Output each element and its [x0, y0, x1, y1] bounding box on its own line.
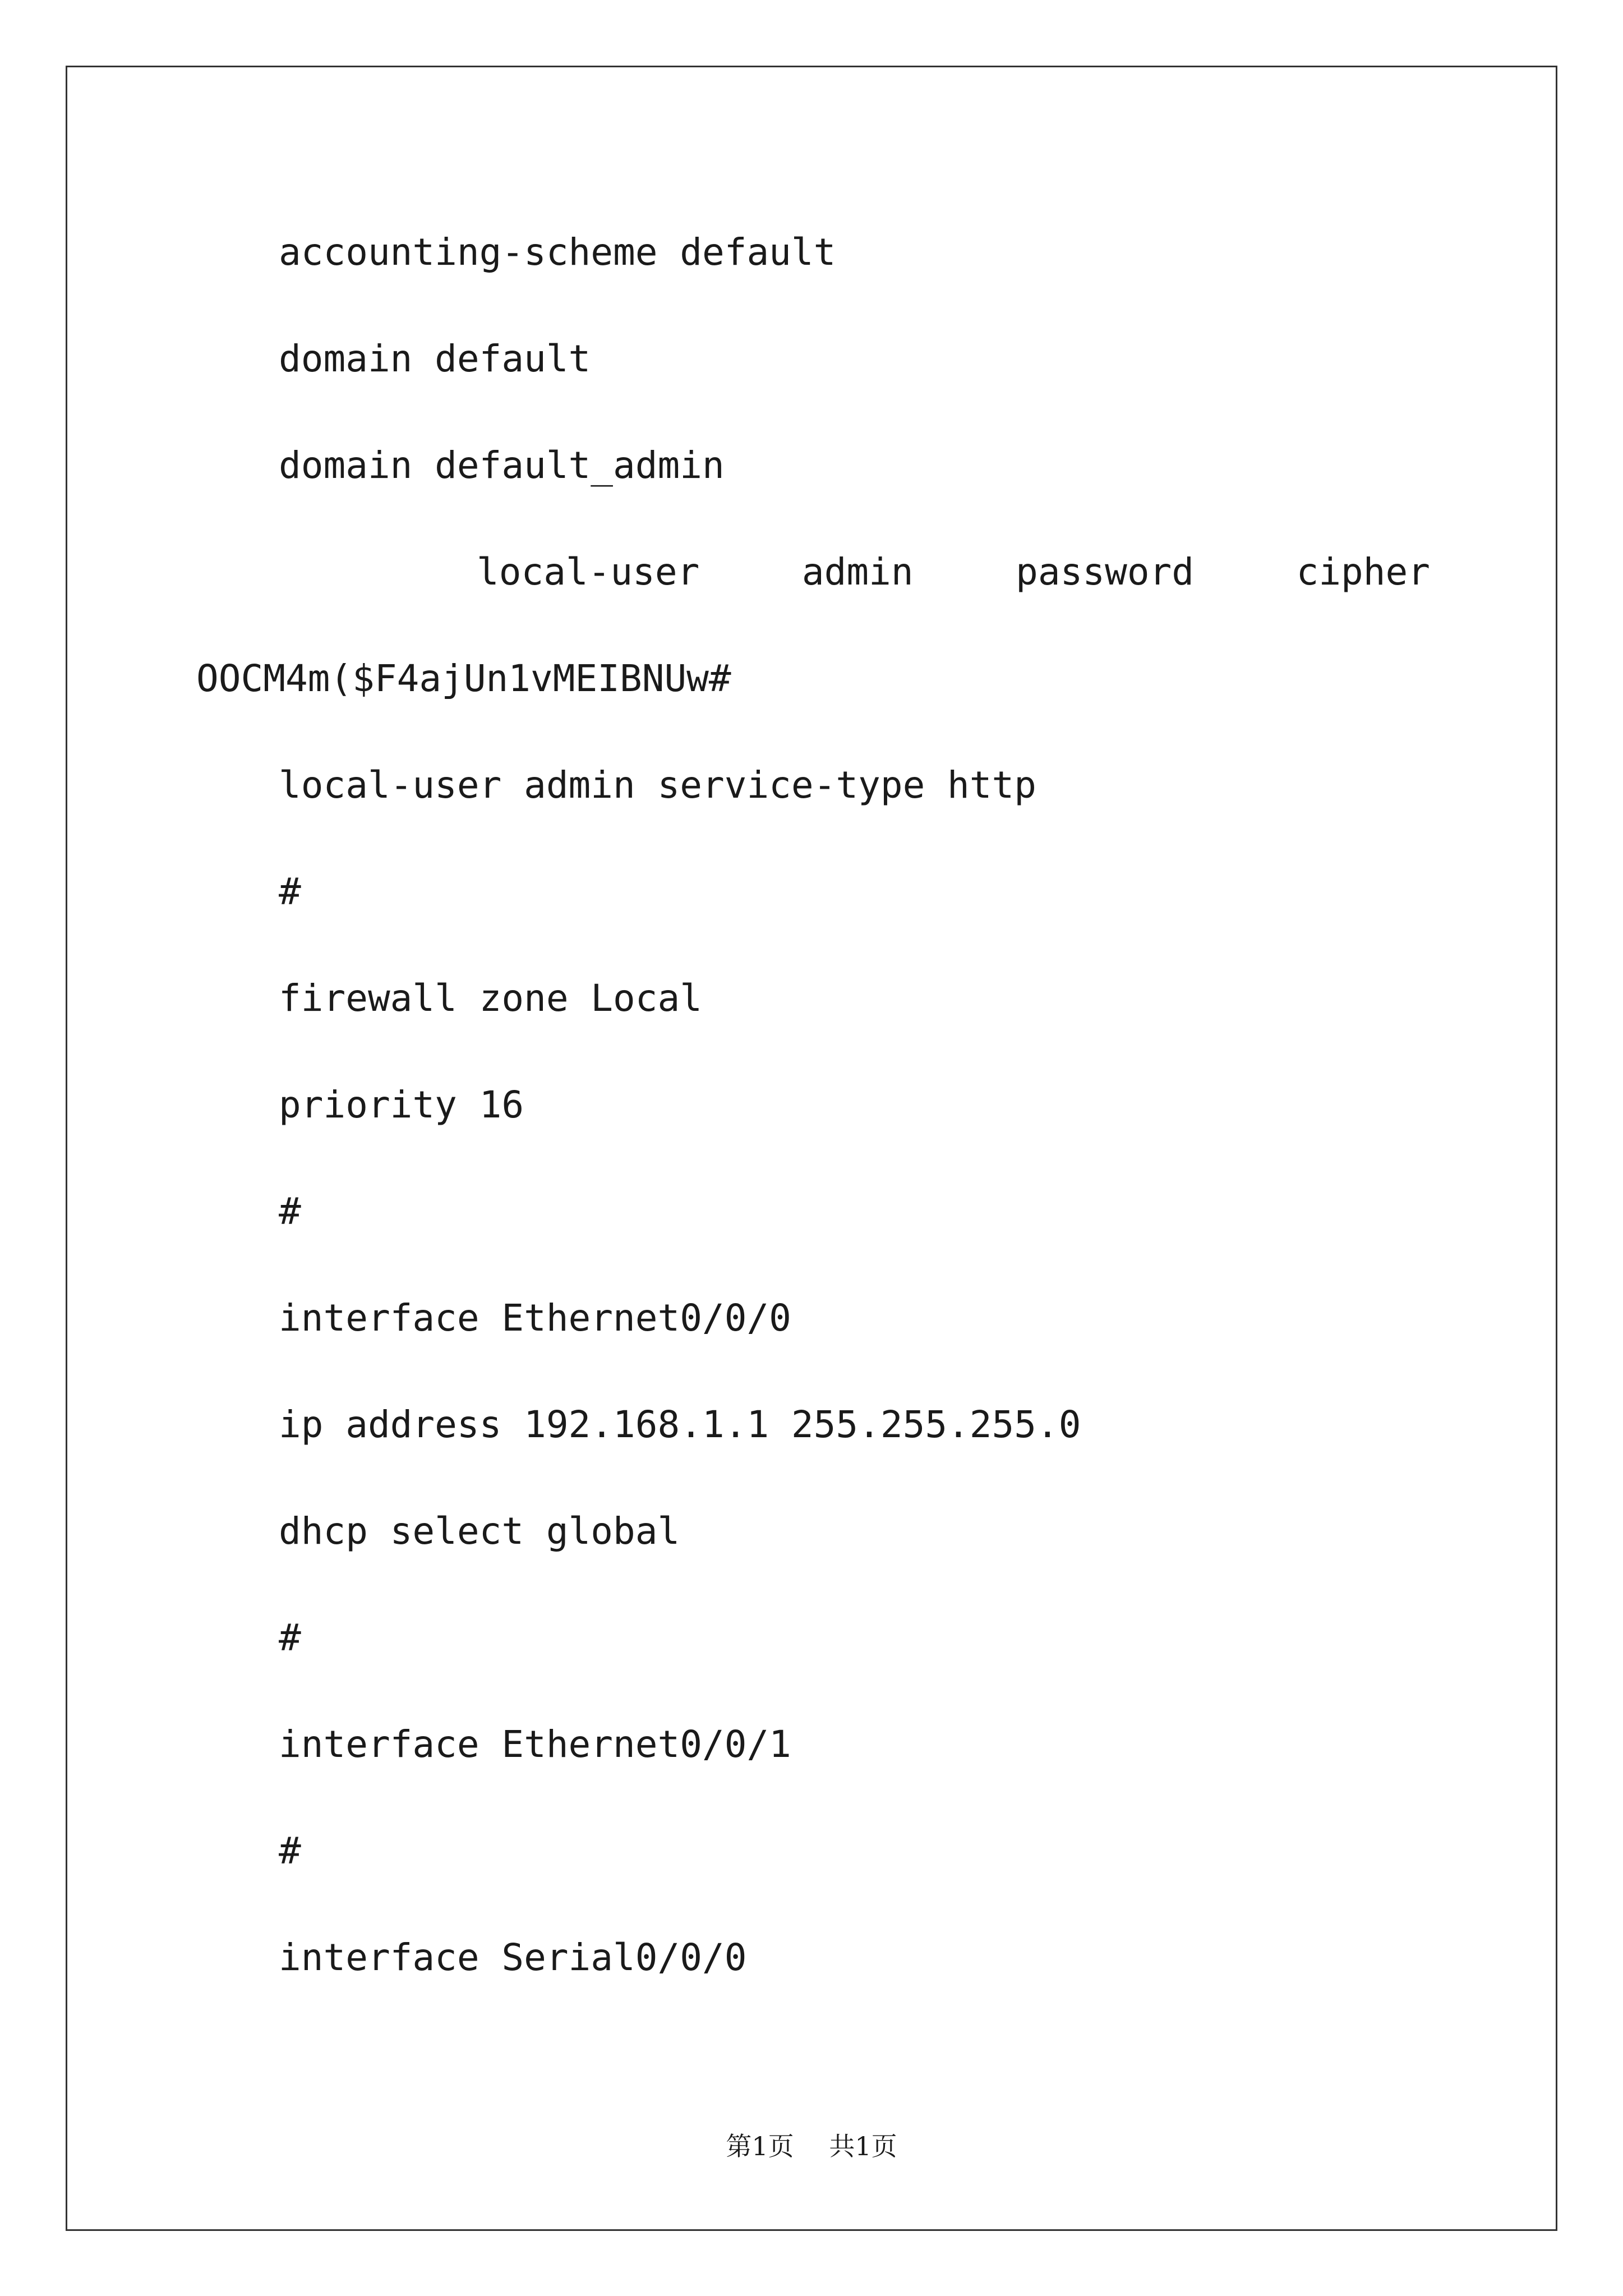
config-line: #: [279, 870, 301, 913]
page-number-total: 共1页: [829, 2131, 897, 2161]
page-frame: [66, 66, 1557, 2231]
config-line: domain default_admin: [279, 444, 725, 487]
page-number-current: 第1页: [726, 2131, 794, 2161]
config-line: priority 16: [279, 1083, 524, 1126]
config-line: #: [279, 1616, 301, 1659]
config-line: local-user admin service-type http: [279, 763, 1037, 807]
config-line: interface Ethernet0/0/0: [279, 1296, 791, 1340]
config-line-continuation: OOCM4m($F4ajUn1vMEIBNUw#: [196, 657, 731, 700]
config-line: firewall zone Local: [279, 977, 702, 1020]
config-line: #: [279, 1190, 301, 1233]
config-line: ip address 192.168.1.1 255.255.255.0: [279, 1403, 1081, 1446]
config-word: admin: [801, 550, 914, 593]
config-line: interface Serial0/0/0: [279, 1936, 747, 1979]
config-line: #: [279, 1829, 301, 1872]
config-line: interface Ethernet0/0/1: [279, 1723, 791, 1766]
config-line: domain default: [279, 337, 591, 380]
config-line: dhcp select global: [279, 1510, 680, 1553]
config-word: password: [1016, 550, 1195, 593]
config-word: cipher: [1296, 550, 1430, 593]
page-footer: [0, 2126, 1623, 2163]
config-word: local-user: [477, 550, 700, 593]
config-line-justified: [477, 550, 1430, 595]
config-line: accounting-scheme default: [279, 231, 836, 274]
